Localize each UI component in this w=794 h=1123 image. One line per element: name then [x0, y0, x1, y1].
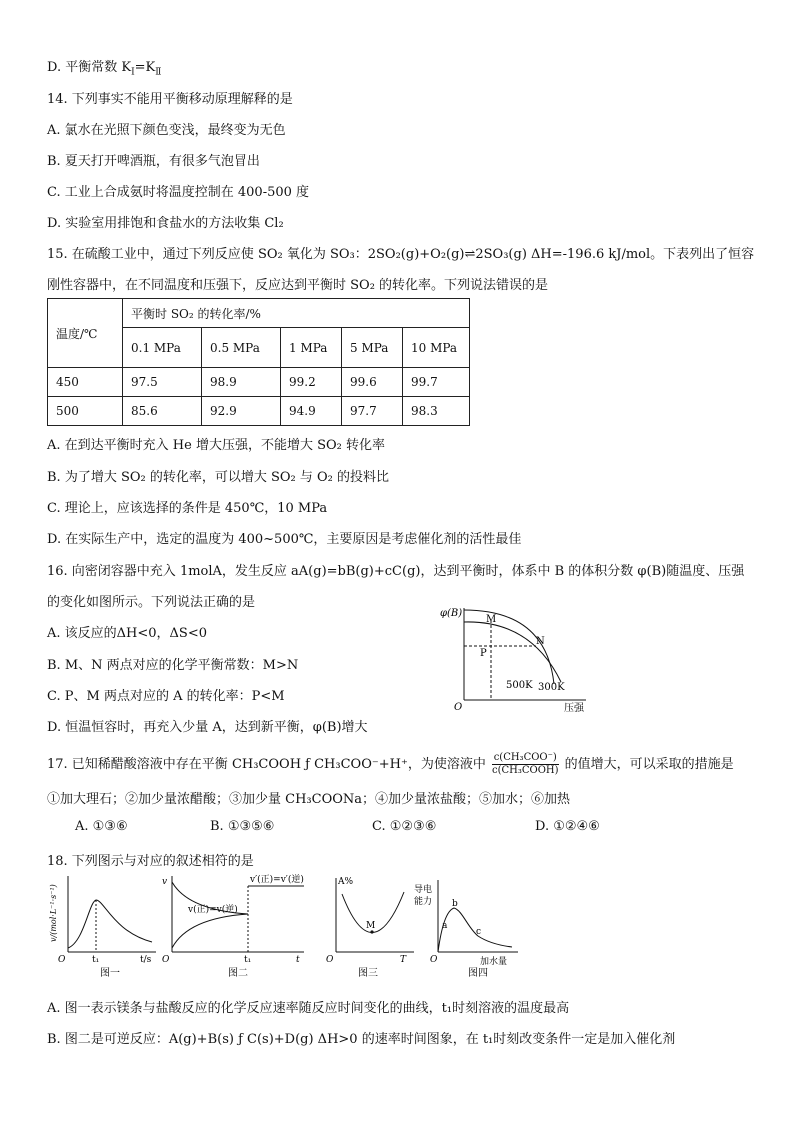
pressure-header: 0.1 MPa — [123, 328, 202, 368]
value-cell: 99.2 — [281, 368, 342, 397]
fig4-origin: O — [430, 955, 438, 965]
q17-choice-b: B. ①③⑤⑥ — [210, 819, 275, 834]
q14-option-b: B. 夏天打开啤酒瓶，有很多气泡冒出 — [47, 154, 260, 169]
figure-3 — [322, 872, 422, 982]
point-m: M — [486, 614, 497, 625]
pressure-header: 1 MPa — [281, 328, 342, 368]
curve-300k — [464, 622, 561, 682]
fig4-point-a: a — [442, 921, 448, 931]
group-header: 平衡时 SO₂ 的转化率/% — [123, 299, 470, 328]
graph-origin: O — [454, 702, 463, 713]
value-cell: 97.5 — [123, 368, 202, 397]
figure-1 — [44, 872, 160, 982]
figure-2 — [158, 872, 308, 982]
table-row — [48, 397, 470, 426]
q17-choice-d: D. ①②④⑥ — [535, 819, 600, 834]
q16-graph — [436, 600, 596, 715]
fig1-origin: O — [58, 955, 66, 965]
q16-option-d: D. 恒温恒容时，再充入少量 A，达到新平衡，φ(B)增大 — [47, 720, 368, 735]
curve-500k — [464, 610, 554, 684]
fraction: c(CH₃COO⁻) c(CH₃COOH) — [491, 752, 559, 776]
value-cell: 92.9 — [202, 397, 281, 426]
q14-stem: 14. 下列事实不能用平衡移动原理解释的是 — [47, 92, 293, 107]
fig1-t1: t₁ — [92, 955, 100, 965]
point-p: P — [480, 648, 487, 659]
value-cell: 99.7 — [403, 368, 470, 397]
temp-cell: 450 — [48, 368, 123, 397]
q15-option-b: B. 为了增大 SO₂ 的转化率，可以增大 SO₂ 与 O₂ 的投料比 — [47, 470, 390, 485]
q17-choice-a: A. ①③⑥ — [75, 819, 128, 834]
graph-xlabel: 压强 — [564, 703, 584, 714]
fig1-xlabel: t/s — [140, 955, 152, 965]
q17-choice-c: C. ①②③⑥ — [372, 819, 437, 834]
temp-cell: 500 — [48, 397, 123, 426]
value-cell: 98.3 — [403, 397, 470, 426]
fig2-eq2: v′(正)=v′(逆) — [250, 875, 304, 885]
fig4-ylabel-2: 能力 — [414, 897, 433, 907]
fig3-caption: 图三 — [358, 968, 378, 979]
fig3-point: M — [366, 921, 376, 931]
fig2-ylabel: v — [162, 877, 168, 887]
label-300k: 300K — [538, 682, 565, 693]
pressure-header: 10 MPa — [403, 328, 470, 368]
q15-option-d: D. 在实际生产中，选定的温度为 400~500℃，主要原因是考虑催化剂的活性最佳 — [47, 532, 522, 547]
q15-stem-line1: 15. 在硫酸工业中，通过下列反应使 SO₂ 氧化为 SO₃：2SO₂(g)+O₂(g)⇌2SO₃(g) ΔH=-196.6 kJ/mol。下表列出了恒容 — [47, 247, 755, 262]
q16-stem-line1: 16. 向密闭容器中充入 1molA，发生反应 aA(g)=bB(g)+cC(g)，达到平衡时，体系中 B 的体积分数 φ(B)随温度、压强 — [47, 564, 745, 579]
q14-option-c: C. 工业上合成氨时将温度控制在 400-500 度 — [47, 185, 310, 200]
figure-4 — [412, 872, 522, 982]
temp-header: 温度/℃ — [48, 299, 123, 368]
q13-option-d: D. 平衡常数 $K_Ⅰ=K_Ⅱ$ — [47, 60, 162, 78]
pressure-header: 0.5 MPa — [202, 328, 281, 368]
q15-option-c: C. 理论上，应该选择的条件是 450℃，10 MPa — [47, 501, 328, 516]
q17-stem: 17. 已知稀醋酸溶液中存在平衡 CH₃COOH ƒ CH₃COO⁻+H⁺，为使溶液中 c(CH₃COO⁻) c(CH₃COOH) 的值增大，可以采取的措施是 — [47, 752, 734, 776]
fig4-point-c: c — [476, 927, 482, 937]
q14-option-d: D. 实验室用排饱和食盐水的方法收集 Cl₂ — [47, 216, 284, 231]
table-row — [48, 368, 470, 397]
fig2-eq1: v(正)=v(逆) — [188, 905, 238, 915]
conversion-table — [47, 298, 470, 426]
q14-option-a: A. 氯水在光照下颜色变浅，最终变为无色 — [47, 123, 286, 138]
value-cell: 85.6 — [123, 397, 202, 426]
fig3-origin: O — [326, 955, 334, 965]
fig3-xlabel: T — [400, 955, 407, 965]
label-500k: 500K — [506, 680, 533, 691]
graph-ylabel: φ(B) — [440, 608, 463, 619]
fig4-xlabel: 加水量 — [480, 957, 508, 967]
value-cell: 99.6 — [342, 368, 403, 397]
q18-option-a: A. 图一表示镁条与盐酸反应的化学反应速率随反应时间变化的曲线，t₁时刻溶液的温度最高 — [47, 1001, 570, 1016]
q16-option-c: C. P、M 两点对应的 A 的转化率：P<M — [47, 689, 285, 704]
q18-stem: 18. 下列图示与对应的叙述相符的是 — [47, 854, 254, 869]
value-cell: 94.9 — [281, 397, 342, 426]
fig2-caption: 图二 — [228, 968, 248, 979]
q15-option-a: A. 在到达平衡时充入 He 增大压强，不能增大 SO₂ 转化率 — [47, 438, 385, 453]
fig3-ylabel: A% — [338, 877, 354, 887]
q18-option-b: B. 图二是可逆反应：A(g)+B(s) ƒ C(s)+D(g) ΔH>0 的速率时间图象，在 t₁时刻改变条件一定是加入催化剂 — [47, 1032, 676, 1047]
q17-measures: ①加大理石；②加少量浓醋酸；③加少量 CH₃COONa；④加少量浓盐酸；⑤加水；⑥加热 — [47, 792, 571, 807]
fig2-origin: O — [162, 955, 170, 965]
q16-option-b: B. M、N 两点对应的化学平衡常数：M>N — [47, 658, 299, 673]
fig2-t1: t₁ — [244, 955, 252, 965]
fig4-ylabel-1: 导电 — [414, 885, 433, 895]
q15-stem-line2: 刚性容器中，在不同温度和压强下，反应达到平衡时 SO₂ 的转化率。下列说法错误的是 — [47, 278, 549, 293]
fig2-xlabel: t — [296, 955, 300, 965]
fig1-caption: 图一 — [100, 968, 120, 979]
q16-stem-line2: 的变化如图所示。下列说法正确的是 — [47, 595, 256, 610]
q16-option-a: A. 该反应的ΔH<0，ΔS<0 — [47, 626, 207, 641]
value-cell: 97.7 — [342, 397, 403, 426]
pressure-header: 5 MPa — [342, 328, 403, 368]
fig4-point-b: b — [452, 899, 458, 909]
value-cell: 98.9 — [202, 368, 281, 397]
point-n: N — [536, 636, 545, 647]
fig4-caption: 图四 — [468, 968, 488, 979]
fig1-ylabel: v/(mol·L⁻¹·s⁻¹) — [49, 884, 58, 942]
